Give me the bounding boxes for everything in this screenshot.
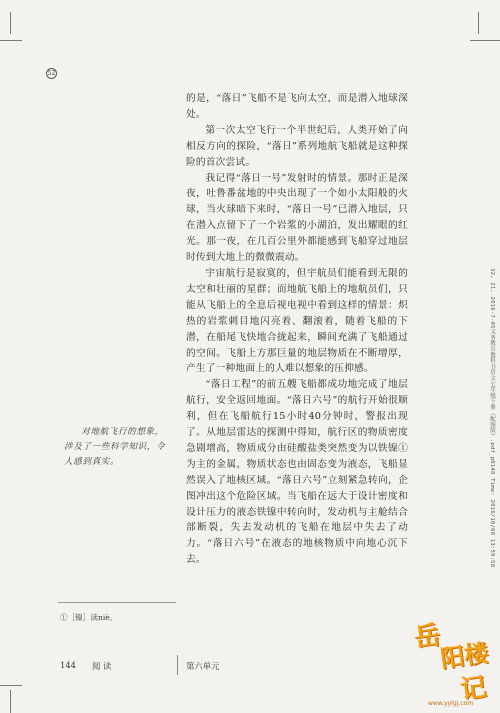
paragraph: 我记得“落日一号”发射时的情景。那时正是深夜，吐鲁番盆地的中央出现了一个如小太阳般的火球，当火球暗下来时，“落日一号”已潜入地层，只在潜入点留下了一个岩浆的小湖泊，发出耀眼的红光。那一夜，在几百公里外都能感到飞船穿过地层时传到大地上的微微震动。 (186, 172, 408, 264)
unit-label: 第六单元 (186, 661, 220, 671)
paragraph: 的是，“落日”飞船不是飞向太空，而是潜入地球深处。 (186, 93, 408, 120)
registration-mark: 52 (47, 70, 56, 77)
crop-mark-top-left-h (0, 40, 22, 41)
crop-mark-top-right (478, 12, 479, 34)
section-label: 阅 读 (92, 661, 112, 671)
crop-mark-top-left (10, 12, 11, 34)
paragraph: 第一次太空飞行一个半世纪后，人类开始了向相反方向的探险，“落日”系列地航飞船就是这种探险的首次尝试。 (186, 124, 408, 168)
watermark-char-3: 记 (458, 672, 489, 706)
watermark-url: www.yylgj.com (428, 700, 474, 707)
footnote-divider (58, 602, 176, 603)
margin-annotation: 对地航飞行的想象，涉及了一些科学知识，令人感到真实。 (64, 427, 166, 467)
site-watermark-logo (412, 616, 496, 708)
page-number: 144 (60, 660, 76, 670)
footnote: ①［镍］读niè。 (60, 613, 118, 622)
main-text (186, 91, 408, 568)
folio-divider (177, 655, 178, 675)
watermark-char-1: 岳 (412, 620, 443, 654)
crop-mark-bottom-left (10, 690, 11, 713)
print-metadata: 32, 21, 2016-7-05义务教育教科书语文七年级下册（配图版）.pdf_p0148 Time: 2016/10/08 13:59:58 (489, 268, 495, 568)
paragraph: 宇宙航行是寂寞的，但宇航员们能看到无限的太空和壮丽的星群；而地航飞船上的地航员们，只能从飞船上的全息后视电视中看到这样的情景：炽热的岩浆刺目地闪亮着、翻滚着，随着飞船的下潜，在船尾飞快地合拢起来，瞬间充满了飞船通过的空间。飞船上方那巨量的地层物质在不断增厚，产生了一种地面上的人难以想象的压抑感。 (186, 267, 408, 375)
crop-mark-top-right-h (470, 40, 500, 41)
watermark-char-2: 阳楼 (438, 638, 491, 674)
paragraph: “落日工程”的前五艘飞船都成功地完成了地层航行，安全返回地面。“落日六号”的航行开始很顺利，但在飞船航行15小时40分钟时，警报出现了。从地层雷达的探测中得知，航行区的物质密度急剧增高，物质成分由硅酸盐类突然变为以铁镍①为主的金属，物质状态也由固态变为液态，飞船显然误入了地核区域。“落日六号”立刻紧急转向，企图冲出这个危险区域。当飞船在远大于设计密度和设计压力的液态铁镍中转向时，发动机与主舱结合部断裂，失去发动机的飞船在地层中失去了动力。“落日六号”在液态的地核物质中向地心沉下去。 (186, 379, 408, 566)
crop-mark-bottom-left-h (0, 685, 22, 686)
